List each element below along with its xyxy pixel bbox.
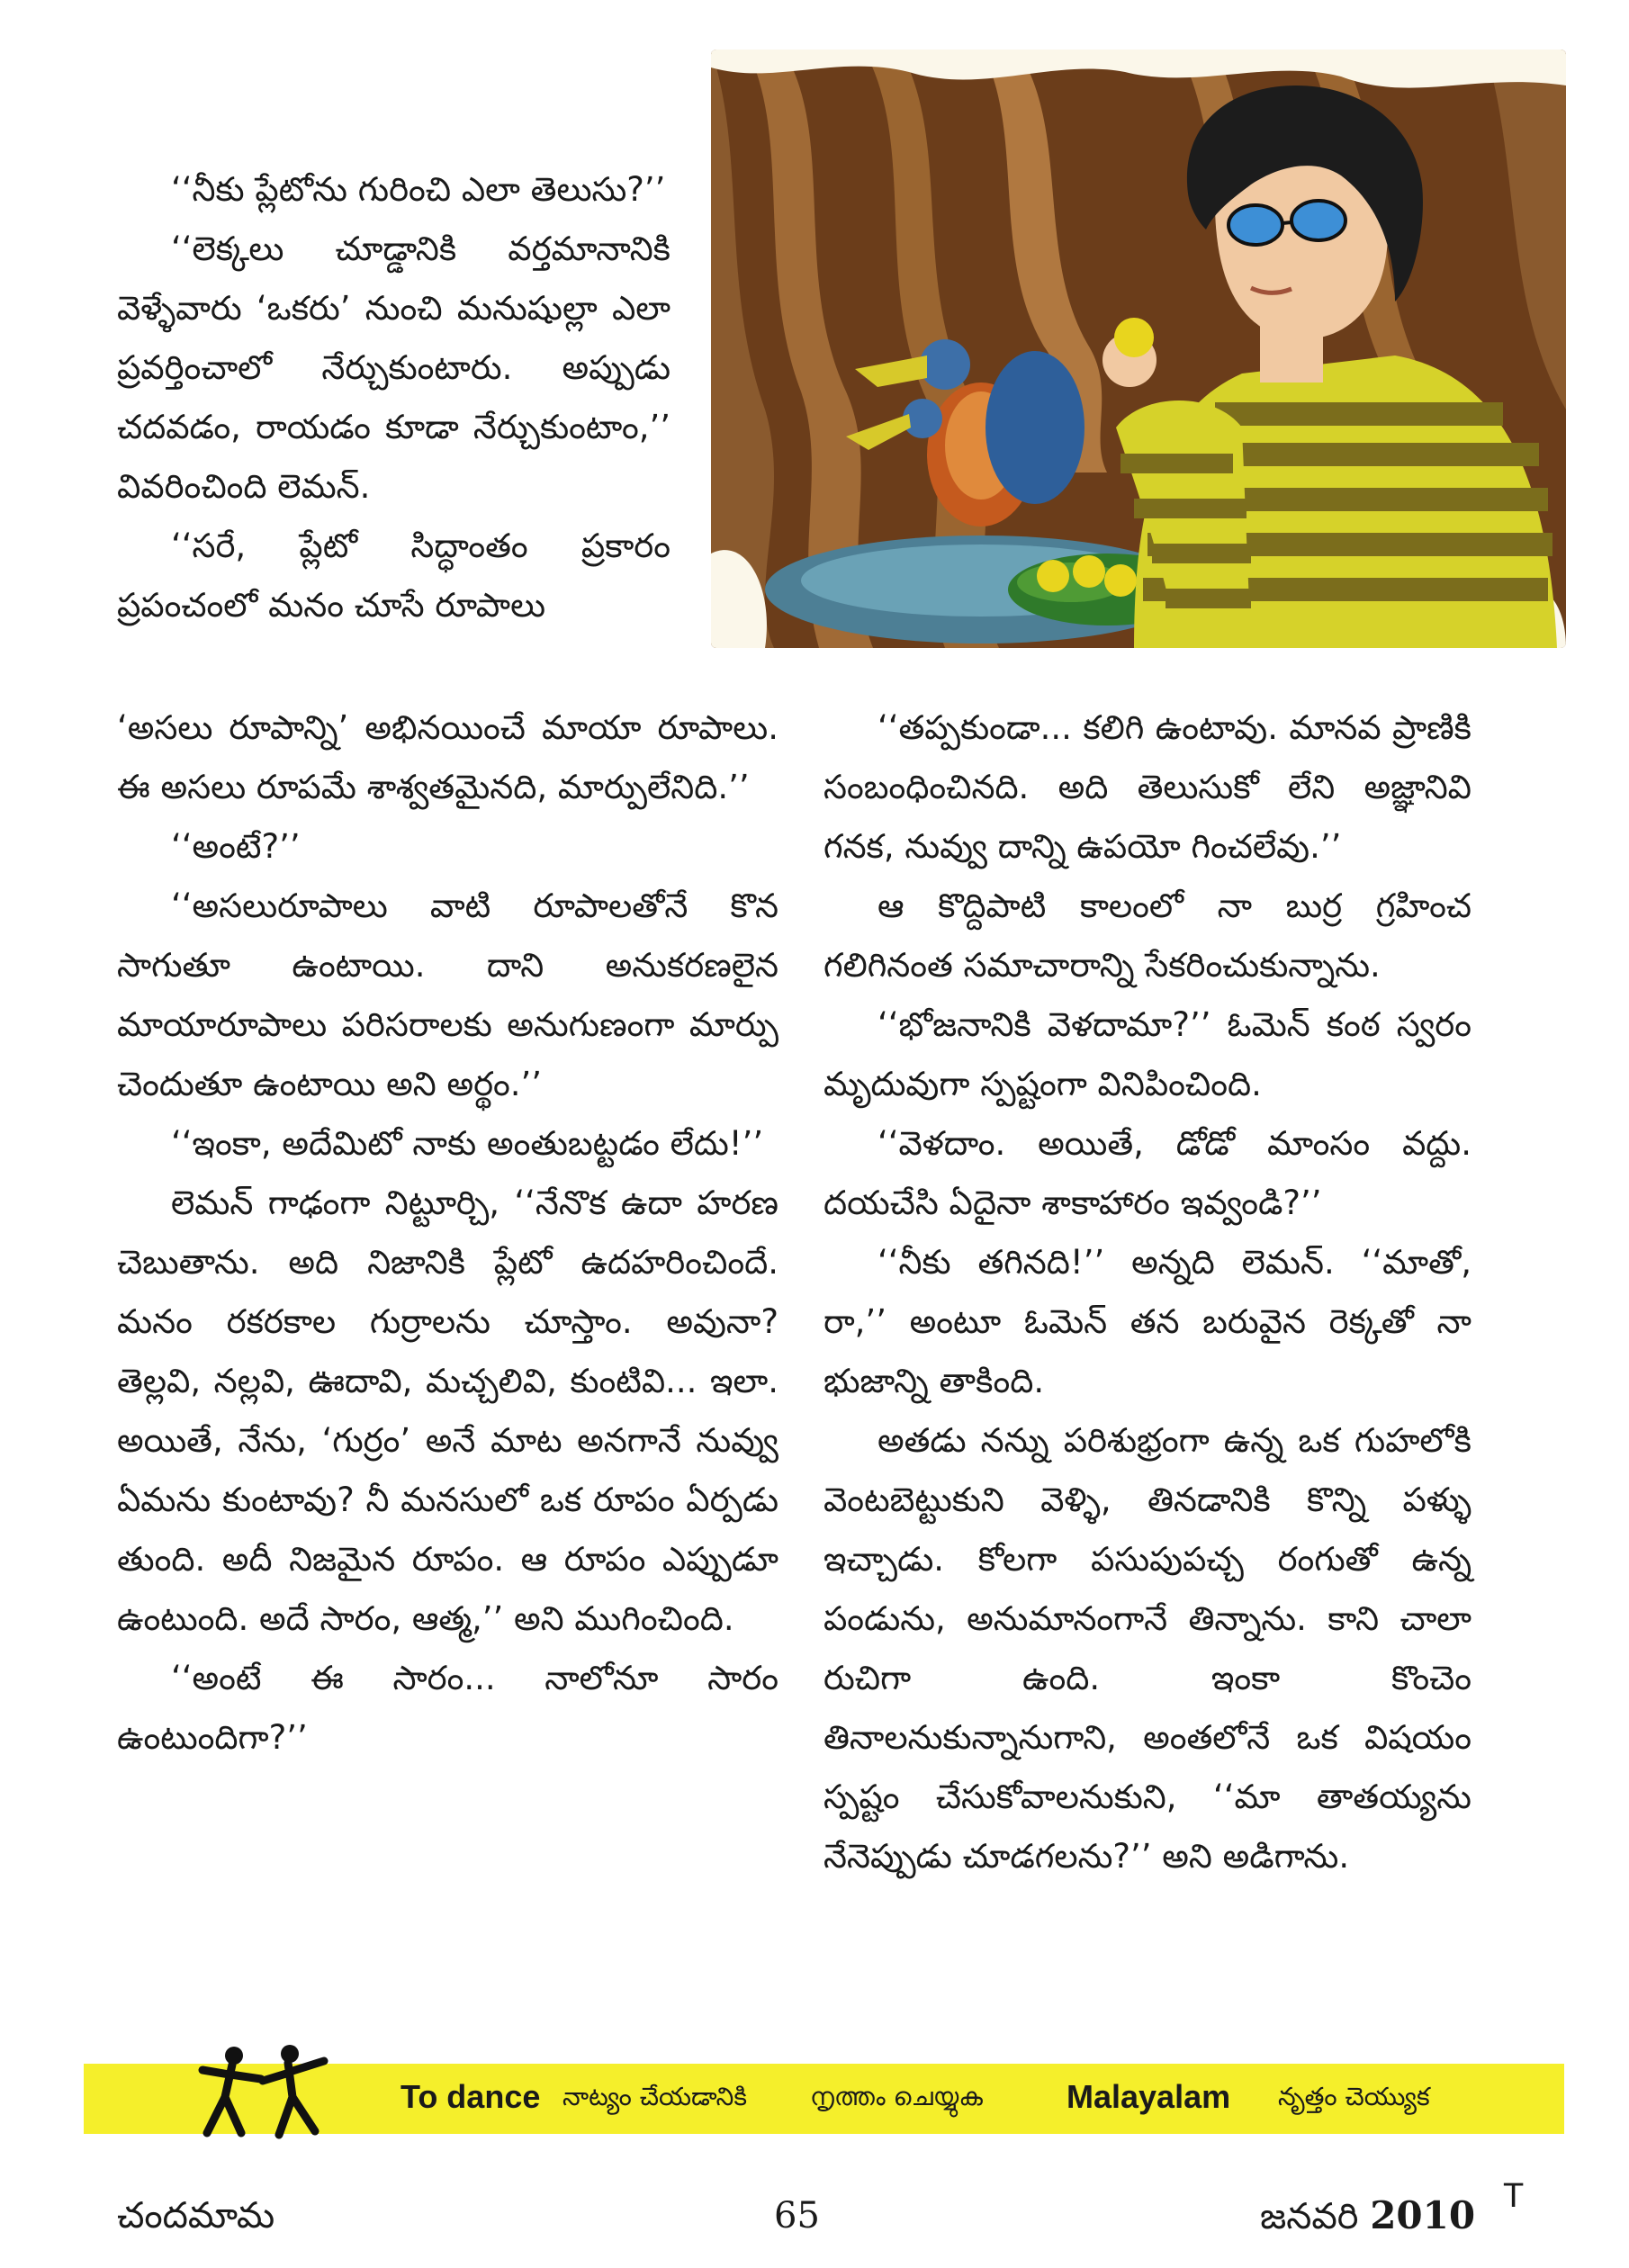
dancers-icon: [189, 2043, 333, 2146]
right-column: [824, 698, 1472, 1886]
left-column-top: [117, 160, 670, 635]
paragraph: ‘‘ఇంకా, అదేమిటో నాకు అంతుబట్టడం లేదు!’’: [171, 1124, 764, 1163]
paragraph: ‘‘వెళదాం. అయితే, డోడో మాంసం వద్దు. దయచేసి ఏదైనా శాకాహారం ఇవ్వండి?’’: [824, 1124, 1472, 1222]
paragraph: ‘‘నీకు తగినది!’’ అన్నది లెమన్. ‘‘మాతో, రా,’’ అంటూ ఓమెన్ తన బరువైన రెక్కతో నా భుజాన్ని తాకింది.: [824, 1243, 1472, 1400]
issue-year: 2010: [1370, 2193, 1476, 2237]
magazine-name: చందమామ: [117, 2195, 275, 2236]
page-number: 65: [774, 2195, 820, 2236]
telugu-transliteration: నృత్తం చెయ్యుక: [1278, 2082, 1430, 2111]
story-illustration: [711, 50, 1566, 648]
english-word: To dance: [400, 2078, 541, 2115]
left-column-bottom: [117, 698, 778, 1768]
paragraph: ‘‘నీకు ప్లేటోను గురించి ఎలా తెలుసు?’’: [171, 170, 666, 209]
malayalam-label: Malayalam: [1066, 2078, 1231, 2115]
paragraph: లెమన్ గాఢంగా నిట్టూర్చి, ‘‘నేనొక ఉదా హరణ చెబుతాను. అది నిజానికి ప్లేటో ఉదహరించిందే. మనం రకరకాల గుర్రాలను చూస్తాం. అవునా? తెల్లవి, నల్లవి, ఊదావి, మచ్చలివి, కుంటివి... ఇలా. అయితే, నేను, ‘గుర్రం’ అనే మాట అనగానే నువ్వు ఏమను కుంటావు? నీ మనసులో ఒక రూపం ఏర్పడు తుంది. అదీ నిజమైన రూపం. ఆ రూపం ఎప్పుడూ ఉంటుంది. అదే సారం, ఆత్మ,’’ అని ముగించింది.: [117, 1184, 778, 1638]
cave-scene-image: [711, 50, 1566, 648]
paragraph: ‘‘అసలురూపాలు వాటి రూపాలతోనే కొన సాగుతూ ఉంటాయి. దాని అనుకరణలైన మాయారూపాలు పరిసరాలకు అనుగుణంగా మార్పు చెందుతూ ఉంటాయి అని అర్థం.’’: [117, 886, 778, 1103]
paragraph: ‘‘అంటే?’’: [171, 827, 301, 866]
paragraph: ‘‘తప్పకుండా... కలిగి ఉంటావు. మానవ ప్రాణికి సంబంధించినది. అది తెలుసుకో లేని అజ్ఞానివి గనక, నువ్వు దాన్ని ఉపయో గించలేవు.’’: [824, 708, 1472, 866]
page-mark: T: [1503, 2177, 1525, 2215]
malayalam-word: നൃത്തം ചെയ്യുക: [810, 2082, 983, 2111]
telugu-word: నాట్యం చేయడానికి: [562, 2082, 747, 2111]
issue-date: [1260, 2189, 1475, 2243]
paragraph: ‘అసలు రూపాన్ని’ అభినయించే మాయా రూపాలు. ఈ అసలు రూపమే శాశ్వతమైనది, మార్పులేనిది.’’: [117, 708, 778, 806]
paragraph: ‘‘సరే, ప్లేటో సిద్ధాంతం ప్రకారం ప్రపంచంలో మనం చూసే రూపాలు: [117, 526, 670, 625]
paragraph: ఆ కొద్దిపాటి కాలంలో నా బుర్ర గ్రహించ గలిగినంత సమాచారాన్ని సేకరించుకున్నాను.: [824, 886, 1472, 985]
paragraph: ‘‘భోజనానికి వెళదామా?’’ ఓమెన్ కంఠ స్వరం మృదువుగా స్పష్టంగా వినిపించింది.: [824, 1005, 1472, 1103]
issue-month: జనవరి: [1260, 2196, 1359, 2237]
paragraph: ‘‘లెక్కలు చూడ్డానికి వర్తమానానికి వెళ్ళేవారు ‘ఒకరు’ నుంచి మనుషుల్లా ఎలా ప్రవర్తించాలో నేర్చుకుంటారు. అప్పుడు చదవడం, రాయడం కూడా నేర్చుకుంటాం,’’ వివరించింది లెమన్.: [117, 230, 670, 506]
paragraph: అతడు నన్ను పరిశుభ్రంగా ఉన్న ఒక గుహలోకి వెంటబెట్టుకుని వెళ్ళి, తినడానికి కొన్ని పళ్ళు ఇచ్చాడు. కోలగా పసుపుపచ్చ రంగుతో ఉన్న పండును, అనుమానంగానే తిన్నాను. కాని చాలా రుచిగా ఉంది. ఇంకా కొంచెం తినాలనుకున్నానుగాని, అంతలోనే ఒక విషయం స్పష్టం చేసుకోవాలనుకుని, ‘‘మా తాతయ్యను నేనెప్పుడు చూడగలను?’’ అని అడిగాను.: [824, 1421, 1472, 1876]
paragraph: ‘‘అంటే ఈ సారం... నాలోనూ సారం ఉంటుందిగా?’’: [117, 1659, 778, 1757]
